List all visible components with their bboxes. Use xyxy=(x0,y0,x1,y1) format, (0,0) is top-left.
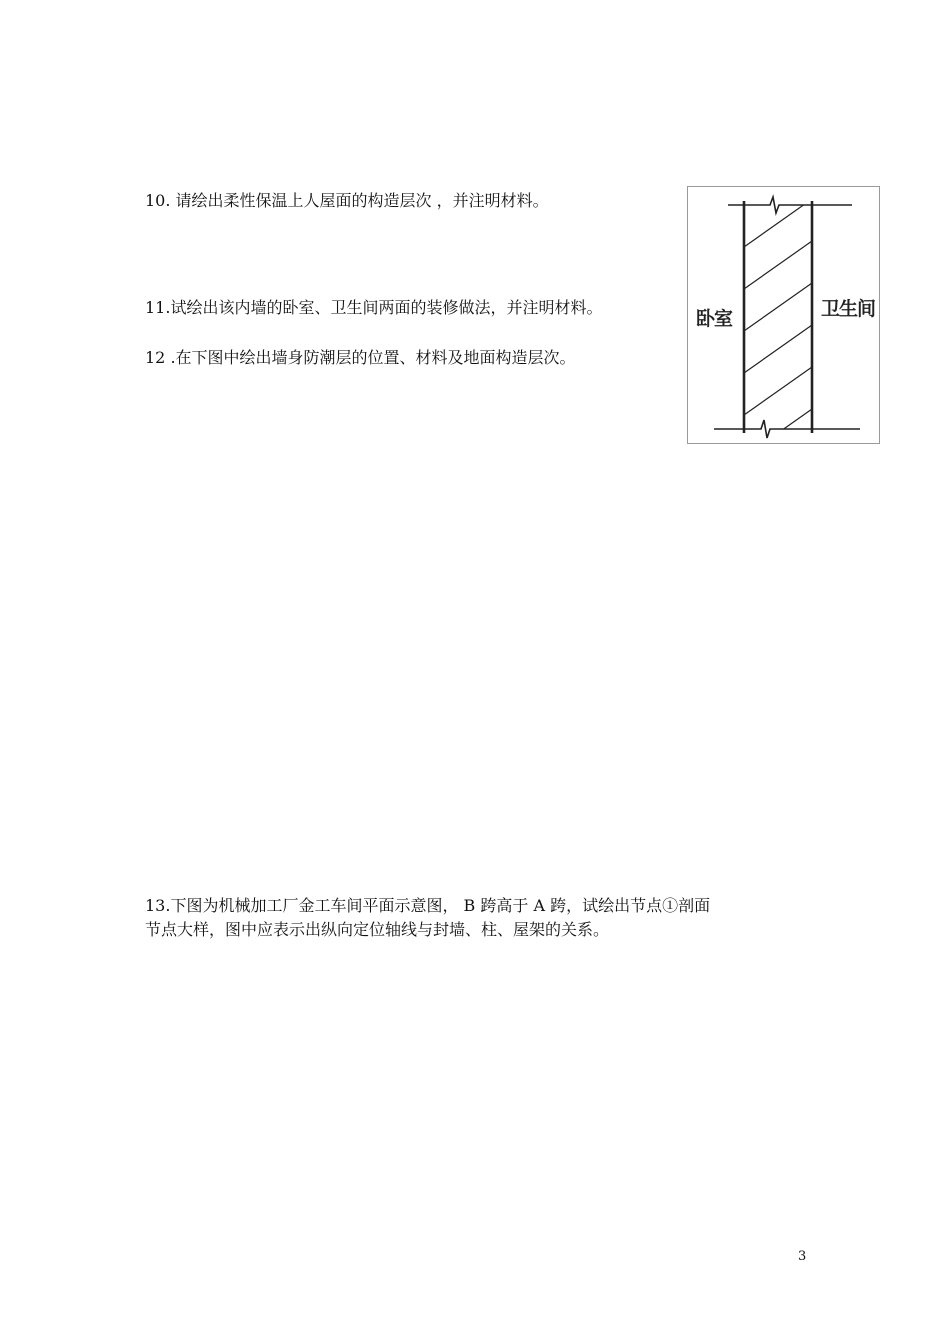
question-13-line-2: 节点大样，图中应表示出纵向定位轴线与封墙、柱、屋架的关系。 xyxy=(145,920,610,939)
bathroom-label: 卫生间 xyxy=(821,298,876,320)
wall-section-figure xyxy=(687,186,880,444)
question-13 xyxy=(145,894,710,942)
top-break-line xyxy=(728,197,852,213)
wall-hatching xyxy=(744,199,812,445)
question-10: 10. 请绘出柔性保温上人屋面的构造层次 ，并注明材料。 xyxy=(145,191,549,210)
bottom-break-line xyxy=(714,420,860,438)
page-number: 3 xyxy=(798,1249,807,1264)
question-13-line-1: 13.下图为机械加工厂金工车间平面示意图， B 跨高于 A 跨，试绘出节点①剖面 xyxy=(145,896,711,915)
question-12: 12 .在下图中绘出墙身防潮层的位置、材料及地面构造层次。 xyxy=(145,348,576,367)
question-11: 11.试绘出该内墙的卧室、卫生间两面的装修做法，并注明材料。 xyxy=(145,298,603,317)
bedroom-label: 卧室 xyxy=(696,308,733,330)
